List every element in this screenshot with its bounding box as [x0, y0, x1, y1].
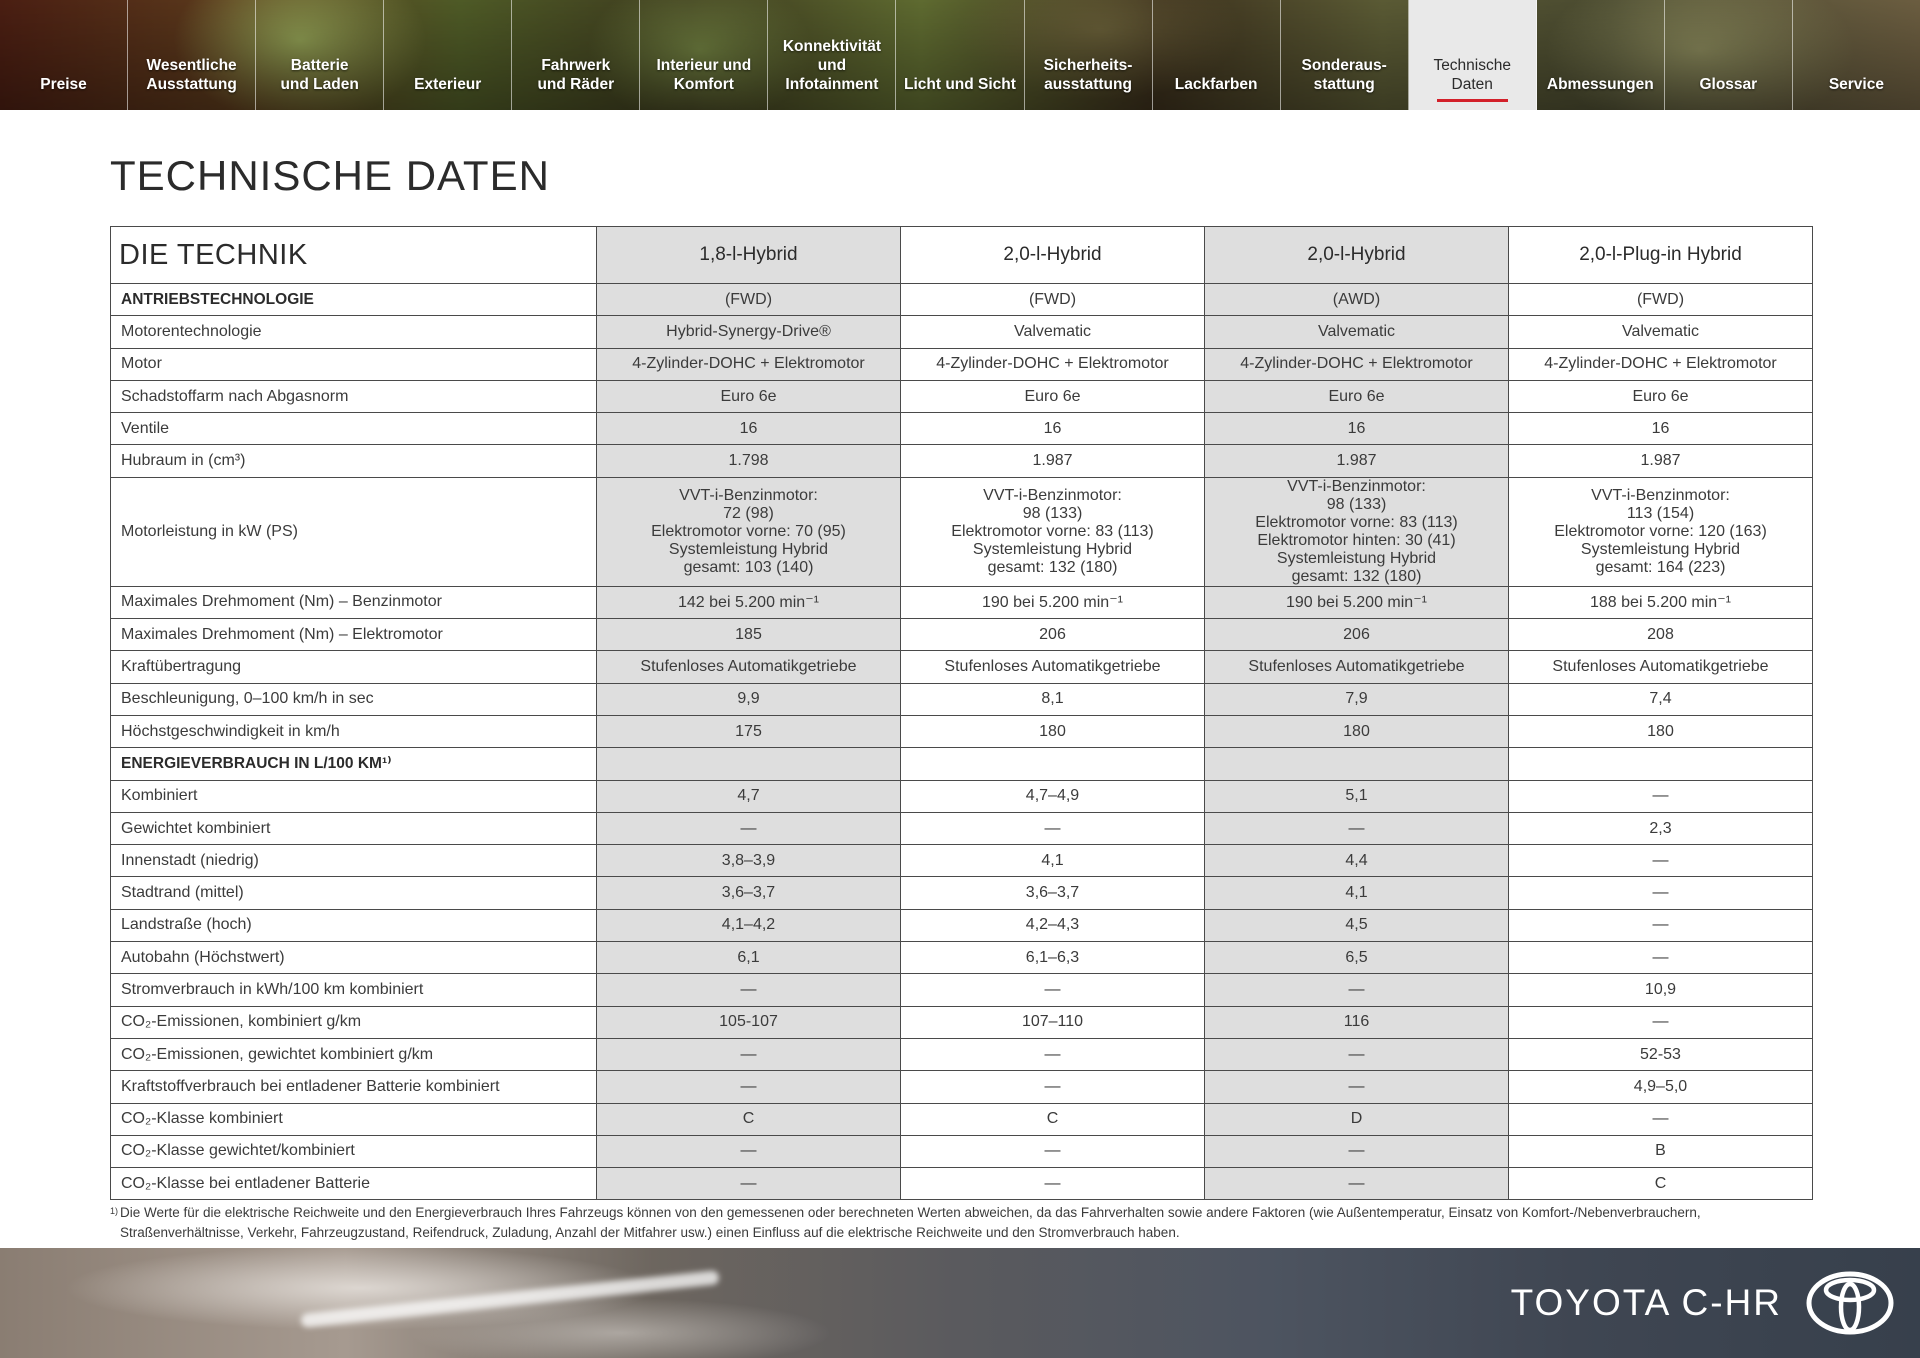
table-cell: — [1509, 942, 1813, 974]
table-cell: 4,1 [1205, 877, 1509, 909]
nav-item[interactable] [1665, 0, 1793, 110]
table-cell: — [901, 1168, 1205, 1200]
table-row [111, 748, 1813, 780]
table-row [111, 1135, 1813, 1167]
table-cell: 116 [1205, 1006, 1509, 1038]
column-header: 1,8-l-Hybrid [597, 227, 901, 284]
nav-item[interactable] [256, 0, 384, 110]
table-cell: 180 [1205, 715, 1509, 747]
row-label: Kraftstoffverbrauch bei entladener Batterie kombiniert [111, 1071, 597, 1103]
nav-item[interactable] [640, 0, 768, 110]
table-row [111, 942, 1813, 974]
table-cell: — [597, 974, 901, 1006]
table-cell: 190 bei 5.200 min⁻¹ [901, 586, 1205, 618]
table-cell: 3,8–3,9 [597, 845, 901, 877]
table-cell: 16 [901, 413, 1205, 445]
table-cell: 105-107 [597, 1006, 901, 1038]
table-row [111, 477, 1813, 586]
nav-item-label: Exterieur [414, 76, 482, 93]
table-cell: — [597, 812, 901, 844]
table-cell: 206 [1205, 619, 1509, 651]
row-label: Ventile [111, 413, 597, 445]
page-title: TECHNISCHE DATEN [110, 152, 550, 199]
table-cell: 4-Zylinder-DOHC + Elektromotor [901, 348, 1205, 380]
table-cell: Stufenloses Automatikgetriebe [1205, 651, 1509, 683]
table-row [111, 1168, 1813, 1200]
row-label: Stromverbrauch in kWh/100 km kombiniert [111, 974, 597, 1006]
table-cell: (FWD) [901, 284, 1205, 316]
table-cell: — [1205, 1038, 1509, 1070]
table-cell: 4,7–4,9 [901, 780, 1205, 812]
row-label: Schadstoffarm nach Abgasnorm [111, 380, 597, 412]
row-label: ANTRIEBSTECHNOLOGIE [111, 284, 597, 316]
table-cell: 4,2–4,3 [901, 909, 1205, 941]
table-cell: 1.987 [1509, 445, 1813, 477]
spec-table-body [111, 284, 1813, 1200]
table-cell: — [1509, 909, 1813, 941]
column-header: 2,0-l-Plug-in Hybrid [1509, 227, 1813, 284]
table-cell: 16 [597, 413, 901, 445]
row-label: Kraftübertragung [111, 651, 597, 683]
table-cell: — [597, 1135, 901, 1167]
table-cell: Euro 6e [1205, 380, 1509, 412]
column-header: 2,0-l-Hybrid [1205, 227, 1509, 284]
nav-item-label: Preise [40, 76, 87, 93]
table-row [111, 683, 1813, 715]
table-cell: 7,9 [1205, 683, 1509, 715]
table-header-label: DIE TECHNIK [111, 227, 597, 284]
table-cell: VVT-i-Benzinmotor: 98 (133) Elektromotor vorne: 83 (113) Systemleistung Hybrid gesamt: 132 (180) [901, 477, 1205, 586]
table-cell: 185 [597, 619, 901, 651]
row-label: CO₂-Klasse gewichtet/kombiniert [111, 1135, 597, 1167]
table-cell [1509, 748, 1813, 780]
column-header: 2,0-l-Hybrid [901, 227, 1205, 284]
row-label: Autobahn (Höchstwert) [111, 942, 597, 974]
table-cell: Valvematic [901, 316, 1205, 348]
table-row [111, 715, 1813, 747]
nav-item-label: Licht und Sicht [904, 76, 1016, 93]
row-label: Innenstadt (niedrig) [111, 845, 597, 877]
table-cell: — [597, 1038, 901, 1070]
nav-item-label: Technische Daten [1433, 57, 1511, 93]
table-cell: — [1509, 845, 1813, 877]
table-cell [597, 748, 901, 780]
table-cell: 6,1 [597, 942, 901, 974]
nav-item-label: Interieur und Komfort [656, 57, 752, 93]
table-cell: 180 [901, 715, 1205, 747]
footnote: 1) Die Werte für die elektrische Reichweite und den Energieverbrauch Ihres Fahrzeugs können von den gemessenen oder berechneten Werten abweichen, da das Fahrverhalten sowie andere Faktoren (wie Außentemperatur, Einsatz von Komfort-/Nebenverbrauchern, Straßenverhältnisse, Verkehr, Fahrzeugzustand, Reifendruck, Zuladung, Anzahl der Mitfahrer usw.) einen Einfluss auf die elektrische Reichweite und den Stromverbrauch haben. [110, 1205, 1701, 1240]
nav-item-label: Abmessungen [1546, 76, 1654, 93]
table-cell: 175 [597, 715, 901, 747]
table-row [111, 1038, 1813, 1070]
row-label: Landstraße (hoch) [111, 909, 597, 941]
table-cell: 16 [1205, 413, 1509, 445]
spec-table [110, 226, 1813, 1200]
table-cell: — [901, 1135, 1205, 1167]
table-cell: — [597, 1168, 901, 1200]
nav-item-label: Wesentliche Ausstattung [146, 57, 237, 93]
table-cell: Stufenloses Automatikgetriebe [901, 651, 1205, 683]
row-label: Motorentechnologie [111, 316, 597, 348]
row-label: CO₂-Klasse kombiniert [111, 1103, 597, 1135]
table-cell: 4,9–5,0 [1509, 1071, 1813, 1103]
table-cell: — [1509, 1103, 1813, 1135]
table-row [111, 586, 1813, 618]
table-cell: — [901, 1038, 1205, 1070]
table-cell: 4,1–4,2 [597, 909, 901, 941]
row-label: ENERGIEVERBRAUCH IN L/100 KM¹⁾ [111, 748, 597, 780]
table-cell: 142 bei 5.200 min⁻¹ [597, 586, 901, 618]
nav-item[interactable] [1025, 0, 1153, 110]
table-cell: (AWD) [1205, 284, 1509, 316]
table-cell: C [901, 1103, 1205, 1135]
table-cell: 3,6–3,7 [901, 877, 1205, 909]
table-cell: Euro 6e [901, 380, 1205, 412]
table-cell: 4-Zylinder-DOHC + Elektromotor [1509, 348, 1813, 380]
row-label: Beschleunigung, 0–100 km/h in sec [111, 683, 597, 715]
table-row [111, 619, 1813, 651]
table-cell: (FWD) [597, 284, 901, 316]
nav-item-label: Batterie und Laden [280, 57, 359, 93]
table-cell: 190 bei 5.200 min⁻¹ [1205, 586, 1509, 618]
row-label: Motor [111, 348, 597, 380]
table-cell: 208 [1509, 619, 1813, 651]
table-row [111, 780, 1813, 812]
table-cell: — [1509, 1006, 1813, 1038]
table-cell: 2,3 [1509, 812, 1813, 844]
nav-item[interactable] [512, 0, 640, 110]
table-row [111, 1071, 1813, 1103]
table-row [111, 348, 1813, 380]
table-cell: 3,6–3,7 [597, 877, 901, 909]
table-header-row [111, 227, 1813, 284]
table-cell: 10,9 [1509, 974, 1813, 1006]
nav-item[interactable] [1409, 0, 1537, 110]
table-cell: 4,1 [901, 845, 1205, 877]
table-cell: Euro 6e [1509, 380, 1813, 412]
table-cell: VVT-i-Benzinmotor: 98 (133) Elektromotor vorne: 83 (113) Elektromotor hinten: 30 (41) Systemleistung Hybrid gesamt: 132 (180) [1205, 477, 1509, 586]
table-cell: 52-53 [1509, 1038, 1813, 1070]
table-row [111, 974, 1813, 1006]
table-row [111, 380, 1813, 412]
table-cell: 6,1–6,3 [901, 942, 1205, 974]
nav-item-label: Konnektivität und Infotainment [782, 38, 881, 93]
nav-item-label: Fahrwerk und Räder [537, 57, 615, 93]
row-label: CO₂-Emissionen, kombiniert g/km [111, 1006, 597, 1038]
table-cell: — [901, 974, 1205, 1006]
nav-item-label: Sonderaus- stattung [1301, 57, 1387, 93]
nav-item[interactable] [768, 0, 896, 110]
table-cell: — [1205, 974, 1509, 1006]
top-navigation [0, 0, 1920, 110]
table-cell: (FWD) [1509, 284, 1813, 316]
table-cell: — [1509, 780, 1813, 812]
row-label: Maximales Drehmoment (Nm) – Elektromotor [111, 619, 597, 651]
table-cell: — [1509, 877, 1813, 909]
nav-item[interactable] [1537, 0, 1665, 110]
table-cell: 8,1 [901, 683, 1205, 715]
active-nav-indicator [1437, 99, 1508, 102]
brand-name: TOYOTA C-HR [1510, 1282, 1782, 1323]
road-marking [300, 1270, 719, 1328]
row-label: Kombiniert [111, 780, 597, 812]
table-cell: — [597, 1071, 901, 1103]
table-row [111, 316, 1813, 348]
nav-item[interactable] [896, 0, 1024, 110]
table-row [111, 445, 1813, 477]
row-label: Motorleistung in kW (PS) [111, 477, 597, 586]
table-cell: VVT-i-Benzinmotor: 113 (154) Elektromotor vorne: 120 (163) Systemleistung Hybrid gesamt: 164 (223) [1509, 477, 1813, 586]
nav-item[interactable] [1793, 0, 1920, 110]
table-cell: 7,4 [1509, 683, 1813, 715]
table-row [111, 812, 1813, 844]
row-label: CO₂-Klasse bei entladener Batterie [111, 1168, 597, 1200]
table-cell: D [1205, 1103, 1509, 1135]
table-cell: C [1509, 1168, 1813, 1200]
table-cell: 107–110 [901, 1006, 1205, 1038]
row-label: Hubraum in (cm³) [111, 445, 597, 477]
table-cell: VVT-i-Benzinmotor: 72 (98) Elektromotor vorne: 70 (95) Systemleistung Hybrid gesamt: 103 (140) [597, 477, 901, 586]
table-cell: 188 bei 5.200 min⁻¹ [1509, 586, 1813, 618]
table-row [111, 1103, 1813, 1135]
table-row [111, 877, 1813, 909]
table-cell: Valvematic [1509, 316, 1813, 348]
table-cell: 1.798 [597, 445, 901, 477]
table-cell: B [1509, 1135, 1813, 1167]
table-cell: — [1205, 1135, 1509, 1167]
table-cell: 1.987 [901, 445, 1205, 477]
row-label: CO₂-Emissionen, gewichtet kombiniert g/km [111, 1038, 597, 1070]
table-cell: Hybrid-Synergy-Drive® [597, 316, 901, 348]
table-cell: 180 [1509, 715, 1813, 747]
table-cell: Stufenloses Automatikgetriebe [597, 651, 901, 683]
table-cell [901, 748, 1205, 780]
table-cell: Euro 6e [597, 380, 901, 412]
table-cell: 4,4 [1205, 845, 1509, 877]
row-label: Stadtrand (mittel) [111, 877, 597, 909]
table-cell: — [1205, 1168, 1509, 1200]
table-cell: 16 [1509, 413, 1813, 445]
table-cell: 6,5 [1205, 942, 1509, 974]
table-cell: 1.987 [1205, 445, 1509, 477]
row-label: Höchstgeschwindigkeit in km/h [111, 715, 597, 747]
table-cell: 206 [901, 619, 1205, 651]
table-cell: 4-Zylinder-DOHC + Elektromotor [1205, 348, 1509, 380]
nav-item-label: Service [1828, 76, 1884, 93]
table-row [111, 413, 1813, 445]
toyota-logo-icon [1806, 1270, 1894, 1336]
table-cell: — [901, 812, 1205, 844]
nav-item-label: Lackfarben [1174, 76, 1258, 93]
table-cell: 5,1 [1205, 780, 1509, 812]
nav-item[interactable] [0, 0, 128, 110]
nav-item[interactable] [128, 0, 256, 110]
table-cell: 4-Zylinder-DOHC + Elektromotor [597, 348, 901, 380]
table-cell: C [597, 1103, 901, 1135]
table-cell: — [1205, 1071, 1509, 1103]
row-label: Maximales Drehmoment (Nm) – Benzinmotor [111, 586, 597, 618]
nav-item[interactable] [1281, 0, 1409, 110]
bottom-banner [0, 1248, 1920, 1358]
table-row [111, 909, 1813, 941]
nav-item[interactable] [384, 0, 512, 110]
row-label: Gewichtet kombiniert [111, 812, 597, 844]
table-cell: 9,9 [597, 683, 901, 715]
table-row [111, 284, 1813, 316]
table-row [111, 651, 1813, 683]
table-row [111, 1006, 1813, 1038]
nav-item-label: Sicherheits- ausstattung [1043, 57, 1133, 93]
table-cell [1205, 748, 1509, 780]
footnote-text: Die Werte für die elektrische Reichweite und den Energieverbrauch Ihres Fahrzeugs können von den gemessenen oder berechneten Werten abweichen, da das Fahrverhalten sowie andere Faktoren (wie Außentemperatur, Einsatz von Komfort-/Nebenverbrauchern, Straßenverhältnisse, Verkehr, Fahrzeugzustand, Reifendruck, Zuladung, Anzahl der Mitfahrer usw.) einen Einfluss auf die elektrische Reichweite und den Stromverbrauch haben. [120, 1205, 1701, 1240]
table-cell: — [901, 1071, 1205, 1103]
table-cell: Stufenloses Automatikgetriebe [1509, 651, 1813, 683]
table-cell: 4,5 [1205, 909, 1509, 941]
nav-item-label: Glossar [1699, 76, 1758, 93]
nav-item[interactable] [1153, 0, 1281, 110]
table-cell: Valvematic [1205, 316, 1509, 348]
table-row [111, 845, 1813, 877]
table-cell: 4,7 [597, 780, 901, 812]
table-cell: — [1205, 812, 1509, 844]
